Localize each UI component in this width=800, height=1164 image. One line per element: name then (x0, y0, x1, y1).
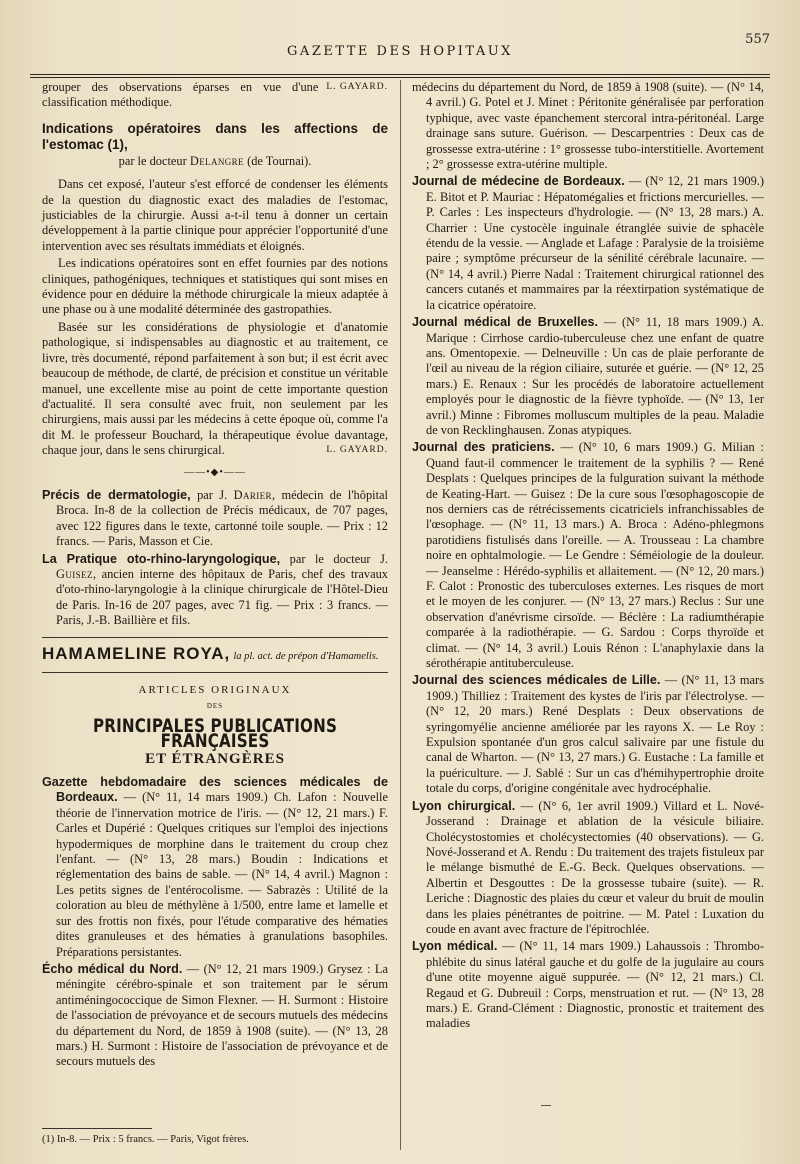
journal-entry (412, 315, 764, 438)
page-number: 557 (745, 32, 770, 47)
journal-entry (412, 440, 764, 671)
left-column (42, 80, 388, 1072)
section-title: PRINCIPALES PUBLICATIONS FRANÇAISES (92, 715, 338, 753)
masthead (30, 30, 770, 70)
section-des: DES (206, 702, 224, 711)
header-rule (30, 74, 770, 75)
running-title: GAZETTE DES HOPITAUX (287, 44, 513, 59)
review-paragraph (42, 320, 388, 459)
section-label: ARTICLES ORIGINAUX (138, 684, 292, 696)
journal-text: — (N° 11, 14 mars 1909.) Lahaussois : Thrombo-phlébite du sinus latéral gauche et du golfe de la jugulaire au cours d'une otite moyenne aiguë suppurée. — (N° 12, 21 mars.) Cl. Regaud et G. Dubreuil : Corps, menstruation et rut. — (N° 13, 28 mars.) E. Grand-Clément : Diagnostic, pronostic et traitement des maladies (426, 939, 764, 1031)
advertisement (42, 643, 388, 664)
header-rule-thin (30, 77, 770, 78)
journal-name: Écho médical du Nord. (42, 961, 183, 976)
journal-name: Lyon médical. (412, 939, 498, 954)
book-author: Darier (233, 487, 272, 502)
ornament-divider: ——•◆•—— (184, 466, 246, 478)
continued-entry: médecins du département du Nord, de 1859 à 1908 (suite). — (N° 14, 4 avril.) G. Potel et J. Minet : Péritonite généralisée par perforation typhique, avec vaste épanchement stercoral intra-péritonéal. Large drainage sans suture. Guérison. — Descarpentries : Deux cas de grossesse extra-utérine : 1° grossesse tubo-interstitielle. Avortement ; 2° grossesse extra-utérine multiple. (412, 80, 764, 172)
journal-entry (412, 174, 764, 313)
book-text-a: par le docteur J. (280, 551, 388, 566)
continued-review (42, 80, 388, 111)
book-notice (42, 488, 388, 550)
review-title: Indications opératoires dans les affections de l'estomac (1), (42, 120, 388, 152)
review-paragraph: Dans cet exposé, l'auteur s'est efforcé de condenser les éléments de la question du diagnostic exact des maladies de l'estomac, justiciables de la chirurgie. Aussi a-t-il tenu à donner un certain développement à la partie clinique pour apprécier l'opportunité d'une intervention avec ses résultats immédiats et éloignés. (42, 177, 388, 253)
journal-name: Journal des praticiens. (412, 440, 555, 455)
journal-text: — (N° 10, 6 mars 1909.) G. Milian : Quand faut-il commencer le traitement de la syphilis ? — René Desplats : Quelques principes de la fulguration suivant la méthode de Keating-Hart. — Guisez : De la cure sous l'œsophagoscopie de nos derniers cas de rétrécissements cicatriciels infranchissables de l'œsophage. — (N° 11, 13 mars.) A. Broca : Adéno-phlegmons parotidiens fistulisés dans l'oreille. — A. Trousseau : La chambre noire en ophtalmologie. — Le Gendre : Séméiologie de la douleur. — Jeanselme : Hérédo-syphilis et allaitement. — (N° 12, 20 mars.) F. Calot : Pronostic des tuberculoses externes. Les risques de mort et le moyen de les conjurer. — (N° 13, 27 mars.) Reclus : Sur une observation d'anévrisme cirsoïde. — Béclère : La radiumthérapie comparée à la radiothérapie. — G. Sardou : Corps thyroïde et climat. — (N° 14, 3 avril.) Louis Rénon : L'anaphylaxie dans la sérothérapie antituberculeuse. (426, 440, 764, 671)
continued-text: grouper des observations éparses en vue d'une classification méthodique. (42, 80, 319, 110)
byline-suffix: (de Tournai). (244, 153, 312, 168)
journal-name: Lyon chirurgical. (412, 798, 516, 813)
journal-text: — (N° 6, 1er avril 1909.) Villard et L. Nové-Josserand : Drainage et ablation de la vésicule biliaire. Cholécystostomies et cholécystectomies (40 observations). — G. Nové-Josserand et A. Rendu : Du traitement des trajets fistuleux par le mélange bismuthé de E.-G. Beck. Quelques observations. — Albertin et Desgouttes : De la grossesse tubaire (suite). — R. Leriche : Diagnostic des plaies du cœur et valeur du bruit de moulin dans les plaies pénétrantes de poitrine. — M. Patel : Luxation du coude en avant avec fracture de l'épitrochlée. (426, 798, 764, 936)
review-byline (42, 154, 388, 169)
book-text-b: , médecin de l'hôpital Broca. In-8 de la collection de Précis médicaux, de 707 pages, avec 122 figures dans le texte, cartonné toile souple. — Prix : 12 francs. — Paris, Masson et Cie. (56, 487, 388, 549)
ad-product: HAMAMELINE ROYA, (42, 643, 231, 663)
footnote: (1) In-8. — Prix : 5 francs. — Paris, Vigot frères. (42, 1134, 249, 1145)
journal-entry (42, 775, 388, 960)
journal-entry (412, 673, 764, 796)
divider-rule (42, 672, 388, 673)
journal-name: Gazette hebdomadaire des sciences médicales de Bordeaux. (42, 775, 388, 805)
book-author: Guisez (56, 566, 93, 581)
journal-text: — (N° 12, 21 mars 1909.) E. Bitot et P. Mauriac : Hépatomégalies et frictions mercurielles. — P. Carles : Les inspecteurs d'hydrologie. — (N° 13, 28 mars.) A. Charrier : Une cystocèle inguinale étranglée suivie de sphacèle étendu de la vessie. — Anglade et Lafage : Paralysie de la troisième paire ; symptôme précurseur de la sénilité cérébrale lacunaire. — (N° 14, 4 avril.) Pierre Nadal : Traitement chirurgical rationnel des cancers cutanés et mammaires par la réextirpation systématique de la cicatrice opératoire. (426, 174, 764, 312)
end-dash (541, 1105, 551, 1106)
journal-text: — (N° 11, 18 mars 1909.) A. Marique : Cirrhose cardio-tuberculeuse chez une enfant de quatre ans. Omentopexie. — Delneuville : Un cas de plaie perforante de l'œil au niveau de la région ciliaire, suturée et guérie. — (N° 12, 25 mars.) E. Renaux : Sur les procédés de laboratoire actuellement employés pour le diagnostic de la fièvre typhoïde. — (N° 13, 1er avril.) Minne : Fibromes molluscum multiples de la peau. Maladie de von Recklinghausen. Zonas atypiques. (426, 315, 764, 437)
right-column (412, 80, 764, 1034)
book-title: Précis de dermatologie, (42, 487, 191, 502)
journal-text: — (N° 11, 13 mars 1909.) Thilliez : Traitement des kystes de l'iris par l'électrolyse. — (N° 12, 20 mars.) René Desplats : Deux observations de syringomyélie ancienne améliorée par les rayons X. — Le Roy : Expulsion spontanée d'un gros calcul salivaire par une fistule du canal de Wharton. — (N° 13, 27 mars.) G. Eustache : La famille et la puériculture. — J. Sablé : Sur un cas d'hémihypertrophie droite totale du corps, d'origine congénitale avec hydrocéphalie. (426, 673, 764, 796)
divider-rule (42, 637, 388, 638)
journal-text: — (N° 11, 14 mars 1909.) Ch. Lafon : Nouvelle théorie de l'innervation motrice de l'iris. — (N° 12, 21 mars.) F. Carles et Dupérié : Quelques critiques sur l'emploi des injections hypodermiques de morphine dans le traitement du croup chez l'enfant. — (N° 13, 28 mars.) Boudin : Indications et réglementation des bains de sable. — (N° 14, 4 avril.) Magnon : Les petits signes de l'entérocolisme. — Sabrazès : Utilité de la coloration au bleu de méthylène à 1/500, entre lame et lamelle et sur des frottis non fixés, pour l'étude comparative des hématies dites granuleuses et des hématies à granulations basophiles. Préparations persistantes. (56, 790, 388, 959)
journal-name: Journal de médecine de Bordeaux. (412, 174, 625, 189)
footnote-rule (42, 1128, 152, 1129)
book-notice (42, 552, 388, 629)
book-text-a: par J. (190, 487, 234, 502)
column-divider (400, 80, 401, 1150)
book-text-b: , ancien interne des hôpitaux de Paris, chef des travaux d'oto-rhino-laryngologie à la clinique chirurgicale de l'Hôtel-Dieu de Paris. In-16 de 207 pages, avec 71 fig. — Prix : 3 francs. — Paris, J.-B. Baillière et fils. (56, 566, 388, 628)
review-signature: L. GAYARD. (326, 82, 388, 92)
journal-entry (412, 939, 764, 1031)
byline-author: Delangre (189, 153, 244, 168)
journal-entry (42, 962, 388, 1070)
journal-text: — (N° 12, 21 mars 1909.) Grysez : La méningite cérébro-spinale et son traitement par le sérum antiméningococcique de Simon Flexner. — H. Surmont : Histoire de l'association de prévoyance et de secours mutuels des médecins du département du Nord, de 1859 à 1908 (suite). — (N° 13, 28 mars.) H. Surmont : Histoire de l'association de prévoyance et de secours mutuels des (56, 961, 388, 1069)
ad-tagline: la pl. act. de prépon d'Hamamelis. (233, 650, 379, 662)
review-signature: L. GAYARD. (326, 445, 388, 456)
byline-prefix: par le docteur (118, 153, 190, 168)
review-paragraph-text: Basée sur les considérations de physiologie et d'anatomie pathologique, si indispensables au diagnostic et au traitement, ce livre, très documenté, répond parfaitement à son but; il est écrit avec beaucoup de méthode, de clarté, de précision et constitue un véritable manuel, une excellente mise au point de cette importante question d'actualité. Il sera consulté avec fruit, non seulement par les chirurgiens, mais aussi par les médecins à cette époque où, comme l'a dit M. le professeur Bouchard, la thérapeutique évolue davantage, chaque jour, dans le sens chirurgical. (42, 319, 388, 458)
book-title: La Pratique oto-rhino-laryngologique, (42, 551, 281, 566)
journal-entry (412, 799, 764, 938)
review-paragraph: Les indications opératoires sont en effet fournies par des notions cliniques, pathogéniques, techniques et statistiques qui sont mises en évidence pour en déduire la méthode chirurgicale la mieux adaptée à une phase ou à une modalité déterminée des gastropathies. (42, 256, 388, 317)
journal-name: Journal des sciences médicales de Lille. (412, 673, 661, 688)
journal-name: Journal médical de Bruxelles. (412, 315, 598, 330)
section-subtitle: ET ÉTRANGÈRES (145, 750, 285, 767)
